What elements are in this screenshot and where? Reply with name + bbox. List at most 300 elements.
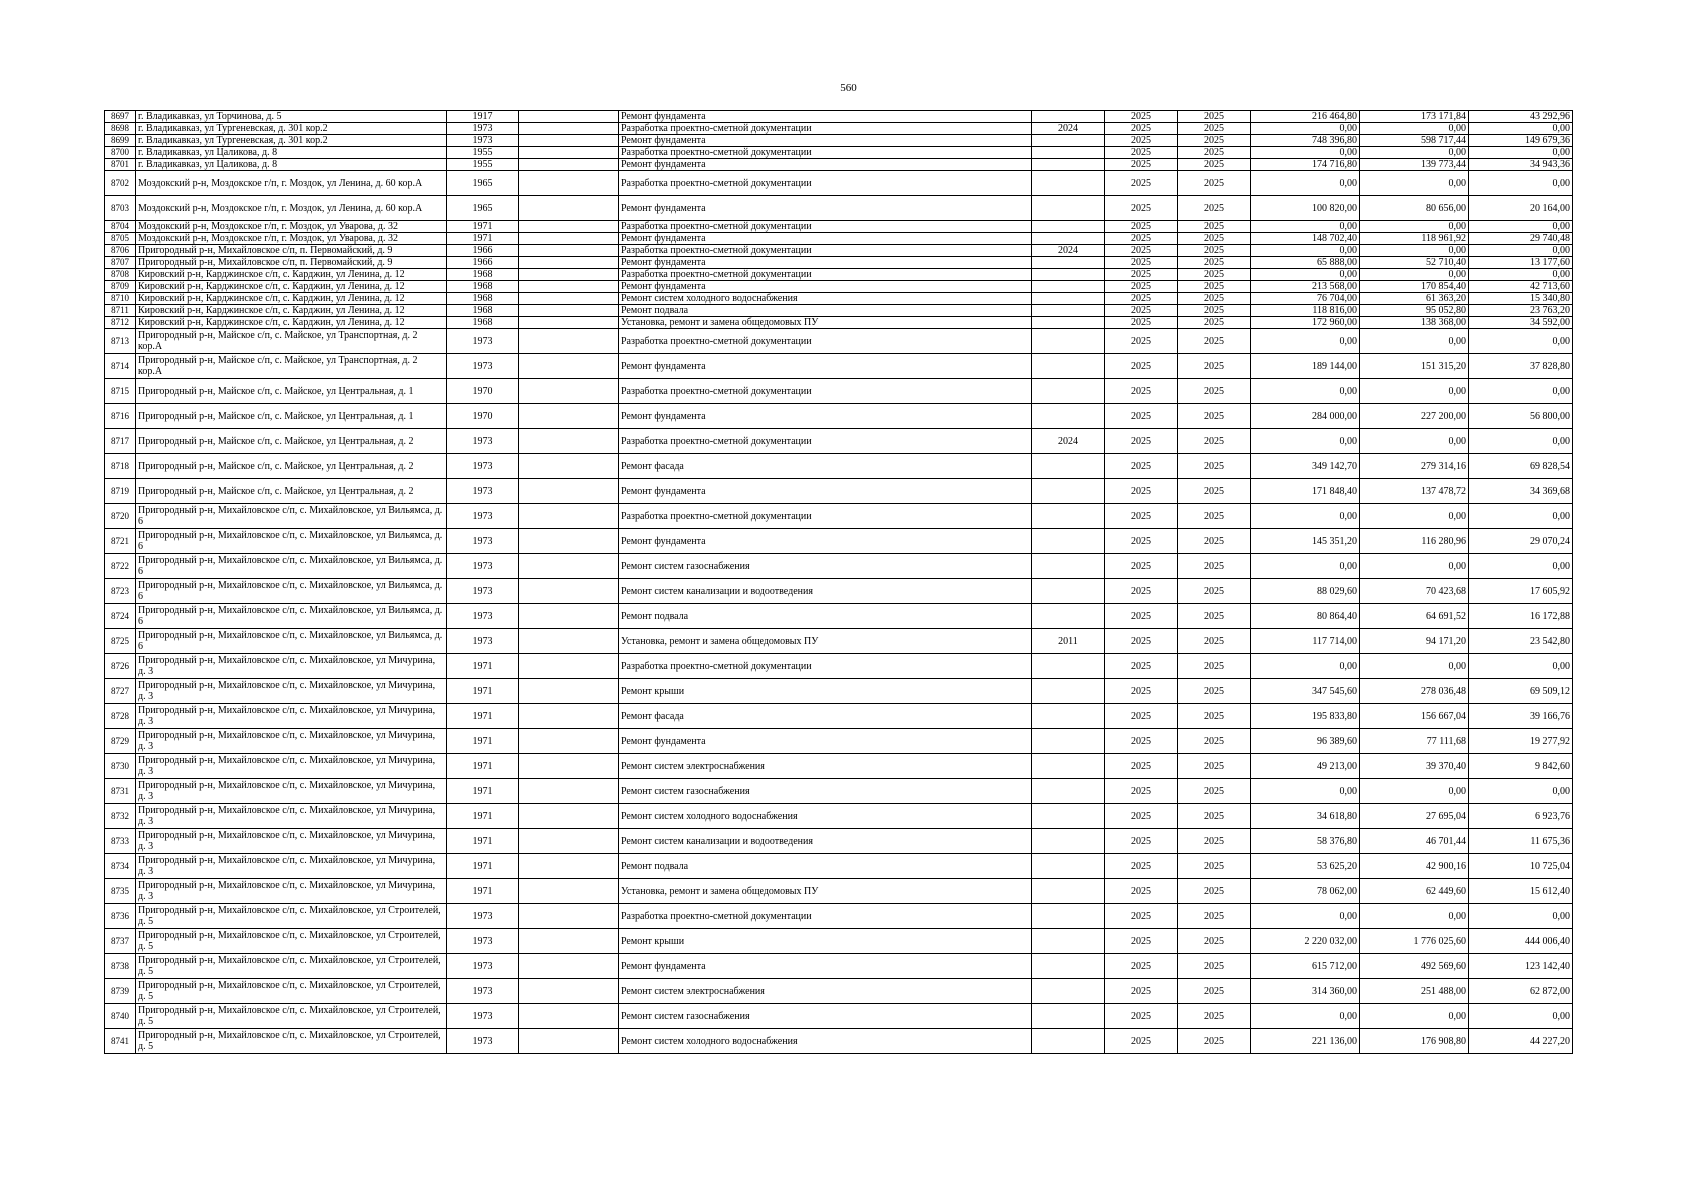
- row-number: 8718: [105, 454, 136, 479]
- row-number: 8740: [105, 1004, 136, 1029]
- total-cost-cell: 0,00: [1251, 1004, 1360, 1029]
- total-cost-cell: 88 029,60: [1251, 579, 1360, 604]
- fund-cost-cell: 0,00: [1360, 554, 1469, 579]
- fund-cost-cell: 27 695,04: [1360, 804, 1469, 829]
- empty-cell: [519, 245, 619, 257]
- plan-end-cell: 2025: [1178, 429, 1251, 454]
- table-row: [105, 281, 1573, 293]
- build-year-cell: 1968: [447, 281, 519, 293]
- owner-cost-cell: 29 070,24: [1469, 529, 1573, 554]
- plan-start-cell: 2025: [1105, 904, 1178, 929]
- prev-year-cell: [1032, 829, 1105, 854]
- plan-end-cell: 2025: [1178, 111, 1251, 123]
- total-cost-cell: 0,00: [1251, 329, 1360, 354]
- fund-cost-cell: 70 423,68: [1360, 579, 1469, 604]
- owner-cost-cell: 123 142,40: [1469, 954, 1573, 979]
- plan-start-cell: 2025: [1105, 854, 1178, 879]
- build-year-cell: 1968: [447, 305, 519, 317]
- fund-cost-cell: 0,00: [1360, 245, 1469, 257]
- address-cell: Пригородный р-н, Михайловское с/п, с. Михайловское, ул Мичурина, д. 3: [136, 729, 447, 754]
- total-cost-cell: 96 389,60: [1251, 729, 1360, 754]
- empty-cell: [519, 979, 619, 1004]
- address-cell: г. Владикавказ, ул Цаликова, д. 8: [136, 147, 447, 159]
- prev-year-cell: [1032, 354, 1105, 379]
- total-cost-cell: 195 833,80: [1251, 704, 1360, 729]
- owner-cost-cell: 0,00: [1469, 221, 1573, 233]
- work-type-cell: Ремонт систем холодного водоснабжения: [619, 293, 1032, 305]
- build-year-cell: 1966: [447, 257, 519, 269]
- build-year-cell: 1973: [447, 429, 519, 454]
- table-row: [105, 954, 1573, 979]
- total-cost-cell: 58 376,80: [1251, 829, 1360, 854]
- fund-cost-cell: 138 368,00: [1360, 317, 1469, 329]
- row-number: 8719: [105, 479, 136, 504]
- total-cost-cell: 174 716,80: [1251, 159, 1360, 171]
- work-type-cell: Разработка проектно-сметной документации: [619, 429, 1032, 454]
- fund-cost-cell: 279 314,16: [1360, 454, 1469, 479]
- work-type-cell: Ремонт систем электроснабжения: [619, 979, 1032, 1004]
- fund-cost-cell: 170 854,40: [1360, 281, 1469, 293]
- owner-cost-cell: 149 679,36: [1469, 135, 1573, 147]
- plan-end-cell: 2025: [1178, 679, 1251, 704]
- build-year-cell: 1973: [447, 979, 519, 1004]
- plan-start-cell: 2025: [1105, 379, 1178, 404]
- plan-end-cell: 2025: [1178, 954, 1251, 979]
- total-cost-cell: 118 816,00: [1251, 305, 1360, 317]
- owner-cost-cell: 17 605,92: [1469, 579, 1573, 604]
- table-row: [105, 171, 1573, 196]
- plan-start-cell: 2025: [1105, 317, 1178, 329]
- table-row: [105, 159, 1573, 171]
- row-number: 8734: [105, 854, 136, 879]
- plan-end-cell: 2025: [1178, 479, 1251, 504]
- total-cost-cell: 0,00: [1251, 779, 1360, 804]
- empty-cell: [519, 454, 619, 479]
- table-row: [105, 779, 1573, 804]
- plan-start-cell: 2025: [1105, 954, 1178, 979]
- prev-year-cell: [1032, 654, 1105, 679]
- prev-year-cell: [1032, 729, 1105, 754]
- plan-start-cell: 2025: [1105, 504, 1178, 529]
- work-type-cell: Установка, ремонт и замена общедомовых ПУ: [619, 879, 1032, 904]
- address-cell: Моздокский р-н, Моздокское г/п, г. Моздок, ул Уварова, д. 32: [136, 221, 447, 233]
- row-number: 8727: [105, 679, 136, 704]
- total-cost-cell: 0,00: [1251, 904, 1360, 929]
- prev-year-cell: [1032, 329, 1105, 354]
- build-year-cell: 1955: [447, 159, 519, 171]
- build-year-cell: 1973: [447, 123, 519, 135]
- work-type-cell: Ремонт крыши: [619, 929, 1032, 954]
- address-cell: Пригородный р-н, Майское с/п, с. Майское, ул Центральная, д. 2: [136, 429, 447, 454]
- total-cost-cell: 349 142,70: [1251, 454, 1360, 479]
- plan-end-cell: 2025: [1178, 979, 1251, 1004]
- prev-year-cell: [1032, 159, 1105, 171]
- row-number: 8714: [105, 354, 136, 379]
- plan-end-cell: 2025: [1178, 879, 1251, 904]
- total-cost-cell: 0,00: [1251, 269, 1360, 281]
- total-cost-cell: 748 396,80: [1251, 135, 1360, 147]
- fund-cost-cell: 52 710,40: [1360, 257, 1469, 269]
- fund-cost-cell: 95 052,80: [1360, 305, 1469, 317]
- build-year-cell: 1970: [447, 404, 519, 429]
- work-type-cell: Ремонт фундамента: [619, 233, 1032, 245]
- fund-cost-cell: 492 569,60: [1360, 954, 1469, 979]
- plan-start-cell: 2025: [1105, 729, 1178, 754]
- owner-cost-cell: 0,00: [1469, 504, 1573, 529]
- fund-cost-cell: 0,00: [1360, 171, 1469, 196]
- empty-cell: [519, 281, 619, 293]
- prev-year-cell: [1032, 779, 1105, 804]
- prev-year-cell: [1032, 281, 1105, 293]
- work-type-cell: Разработка проектно-сметной документации: [619, 245, 1032, 257]
- work-type-cell: Ремонт фундамента: [619, 529, 1032, 554]
- address-cell: г. Владикавказ, ул Тургеневская, д. 301 кор.2: [136, 123, 447, 135]
- address-cell: Моздокский р-н, Моздокское г/п, г. Моздок, ул Ленина, д. 60 кор.А: [136, 196, 447, 221]
- fund-cost-cell: 1 776 025,60: [1360, 929, 1469, 954]
- empty-cell: [519, 504, 619, 529]
- row-number: 8700: [105, 147, 136, 159]
- build-year-cell: 1973: [447, 1029, 519, 1054]
- owner-cost-cell: 39 166,76: [1469, 704, 1573, 729]
- empty-cell: [519, 754, 619, 779]
- empty-cell: [519, 679, 619, 704]
- fund-cost-cell: 0,00: [1360, 1004, 1469, 1029]
- owner-cost-cell: 69 509,12: [1469, 679, 1573, 704]
- total-cost-cell: 0,00: [1251, 147, 1360, 159]
- fund-cost-cell: 0,00: [1360, 904, 1469, 929]
- row-number: 8725: [105, 629, 136, 654]
- plan-start-cell: 2025: [1105, 929, 1178, 954]
- table-row: [105, 879, 1573, 904]
- build-year-cell: 1971: [447, 829, 519, 854]
- empty-cell: [519, 305, 619, 317]
- table-row: [105, 854, 1573, 879]
- work-type-cell: Ремонт систем холодного водоснабжения: [619, 1029, 1032, 1054]
- address-cell: Пригородный р-н, Майское с/п, с. Майское, ул Транспортная, д. 2 кор.А: [136, 329, 447, 354]
- plan-start-cell: 2025: [1105, 804, 1178, 829]
- fund-cost-cell: 0,00: [1360, 654, 1469, 679]
- owner-cost-cell: 444 006,40: [1469, 929, 1573, 954]
- address-cell: Кировский р-н, Карджинское с/п, с. Карджин, ул Ленина, д. 12: [136, 281, 447, 293]
- address-cell: г. Владикавказ, ул Цаликова, д. 8: [136, 159, 447, 171]
- prev-year-cell: [1032, 196, 1105, 221]
- owner-cost-cell: 56 800,00: [1469, 404, 1573, 429]
- address-cell: Моздокский р-н, Моздокское г/п, г. Моздок, ул Уварова, д. 32: [136, 233, 447, 245]
- empty-cell: [519, 829, 619, 854]
- empty-cell: [519, 354, 619, 379]
- work-type-cell: Ремонт фундамента: [619, 159, 1032, 171]
- build-year-cell: 1973: [447, 479, 519, 504]
- total-cost-cell: 0,00: [1251, 554, 1360, 579]
- work-type-cell: Ремонт систем газоснабжения: [619, 779, 1032, 804]
- table-body: [105, 111, 1573, 1054]
- total-cost-cell: 0,00: [1251, 504, 1360, 529]
- table-row: [105, 111, 1573, 123]
- row-number: 8726: [105, 654, 136, 679]
- table-row: [105, 147, 1573, 159]
- empty-cell: [519, 111, 619, 123]
- fund-cost-cell: 62 449,60: [1360, 879, 1469, 904]
- total-cost-cell: 49 213,00: [1251, 754, 1360, 779]
- plan-end-cell: 2025: [1178, 159, 1251, 171]
- fund-cost-cell: 176 908,80: [1360, 1029, 1469, 1054]
- row-number: 8729: [105, 729, 136, 754]
- work-type-cell: Ремонт фундамента: [619, 196, 1032, 221]
- total-cost-cell: 65 888,00: [1251, 257, 1360, 269]
- empty-cell: [519, 171, 619, 196]
- owner-cost-cell: 11 675,36: [1469, 829, 1573, 854]
- row-number: 8724: [105, 604, 136, 629]
- build-year-cell: 1971: [447, 221, 519, 233]
- plan-start-cell: 2025: [1105, 147, 1178, 159]
- build-year-cell: 1971: [447, 754, 519, 779]
- empty-cell: [519, 135, 619, 147]
- plan-end-cell: 2025: [1178, 233, 1251, 245]
- row-number: 8739: [105, 979, 136, 1004]
- owner-cost-cell: 62 872,00: [1469, 979, 1573, 1004]
- plan-start-cell: 2025: [1105, 454, 1178, 479]
- plan-end-cell: 2025: [1178, 196, 1251, 221]
- row-number: 8712: [105, 317, 136, 329]
- total-cost-cell: 53 625,20: [1251, 854, 1360, 879]
- empty-cell: [519, 221, 619, 233]
- plan-end-cell: 2025: [1178, 904, 1251, 929]
- table-row: [105, 1004, 1573, 1029]
- total-cost-cell: 189 144,00: [1251, 354, 1360, 379]
- empty-cell: [519, 954, 619, 979]
- address-cell: Пригородный р-н, Михайловское с/п, с. Михайловское, ул Мичурина, д. 3: [136, 804, 447, 829]
- owner-cost-cell: 0,00: [1469, 329, 1573, 354]
- table-row: [105, 904, 1573, 929]
- build-year-cell: 1973: [447, 454, 519, 479]
- empty-cell: [519, 147, 619, 159]
- empty-cell: [519, 379, 619, 404]
- empty-cell: [519, 604, 619, 629]
- build-year-cell: 1971: [447, 854, 519, 879]
- build-year-cell: 1973: [447, 554, 519, 579]
- prev-year-cell: [1032, 579, 1105, 604]
- build-year-cell: 1971: [447, 779, 519, 804]
- fund-cost-cell: 116 280,96: [1360, 529, 1469, 554]
- table-row: [105, 379, 1573, 404]
- row-number: 8707: [105, 257, 136, 269]
- address-cell: Пригородный р-н, Михайловское с/п, с. Михайловское, ул Мичурина, д. 3: [136, 754, 447, 779]
- plan-start-cell: 2025: [1105, 135, 1178, 147]
- table-row: [105, 429, 1573, 454]
- empty-cell: [519, 904, 619, 929]
- prev-year-cell: 2011: [1032, 629, 1105, 654]
- table-row: [105, 554, 1573, 579]
- work-type-cell: Разработка проектно-сметной документации: [619, 221, 1032, 233]
- row-number: 8697: [105, 111, 136, 123]
- owner-cost-cell: 16 172,88: [1469, 604, 1573, 629]
- build-year-cell: 1955: [447, 147, 519, 159]
- build-year-cell: 1968: [447, 317, 519, 329]
- total-cost-cell: 76 704,00: [1251, 293, 1360, 305]
- row-number: 8705: [105, 233, 136, 245]
- fund-cost-cell: 278 036,48: [1360, 679, 1469, 704]
- fund-cost-cell: 0,00: [1360, 269, 1469, 281]
- plan-end-cell: 2025: [1178, 305, 1251, 317]
- empty-cell: [519, 159, 619, 171]
- address-cell: Пригородный р-н, Майское с/п, с. Майское, ул Центральная, д. 1: [136, 379, 447, 404]
- plan-start-cell: 2025: [1105, 354, 1178, 379]
- owner-cost-cell: 23 542,80: [1469, 629, 1573, 654]
- table-row: [105, 479, 1573, 504]
- owner-cost-cell: 10 725,04: [1469, 854, 1573, 879]
- plan-start-cell: 2025: [1105, 629, 1178, 654]
- row-number: 8710: [105, 293, 136, 305]
- plan-end-cell: 2025: [1178, 554, 1251, 579]
- empty-cell: [519, 404, 619, 429]
- total-cost-cell: 78 062,00: [1251, 879, 1360, 904]
- table-row: [105, 135, 1573, 147]
- plan-end-cell: 2025: [1178, 257, 1251, 269]
- table-row: [105, 704, 1573, 729]
- table-row: [105, 629, 1573, 654]
- row-number: 8736: [105, 904, 136, 929]
- prev-year-cell: [1032, 879, 1105, 904]
- total-cost-cell: 0,00: [1251, 123, 1360, 135]
- plan-start-cell: 2025: [1105, 329, 1178, 354]
- plan-end-cell: 2025: [1178, 245, 1251, 257]
- plan-end-cell: 2025: [1178, 704, 1251, 729]
- fund-cost-cell: 0,00: [1360, 504, 1469, 529]
- plan-end-cell: 2025: [1178, 171, 1251, 196]
- owner-cost-cell: 0,00: [1469, 554, 1573, 579]
- row-number: 8702: [105, 171, 136, 196]
- build-year-cell: 1971: [447, 233, 519, 245]
- page-number: 560: [840, 82, 857, 94]
- table-row: [105, 804, 1573, 829]
- fund-cost-cell: 137 478,72: [1360, 479, 1469, 504]
- table-row: [105, 329, 1573, 354]
- empty-cell: [519, 257, 619, 269]
- row-number: 8708: [105, 269, 136, 281]
- work-type-cell: Установка, ремонт и замена общедомовых ПУ: [619, 629, 1032, 654]
- row-number: 8699: [105, 135, 136, 147]
- total-cost-cell: 0,00: [1251, 654, 1360, 679]
- build-year-cell: 1971: [447, 654, 519, 679]
- empty-cell: [519, 654, 619, 679]
- plan-start-cell: 2025: [1105, 293, 1178, 305]
- owner-cost-cell: 0,00: [1469, 779, 1573, 804]
- row-number: 8703: [105, 196, 136, 221]
- prev-year-cell: [1032, 1004, 1105, 1029]
- empty-cell: [519, 1004, 619, 1029]
- table-row: [105, 269, 1573, 281]
- prev-year-cell: 2024: [1032, 245, 1105, 257]
- work-type-cell: Ремонт фундамента: [619, 954, 1032, 979]
- plan-start-cell: 2025: [1105, 269, 1178, 281]
- total-cost-cell: 34 618,80: [1251, 804, 1360, 829]
- build-year-cell: 1973: [447, 604, 519, 629]
- empty-cell: [519, 269, 619, 281]
- fund-cost-cell: 139 773,44: [1360, 159, 1469, 171]
- total-cost-cell: 2 220 032,00: [1251, 929, 1360, 954]
- fund-cost-cell: 77 111,68: [1360, 729, 1469, 754]
- address-cell: Пригородный р-н, Михайловское с/п, п. Первомайский, д. 9: [136, 245, 447, 257]
- prev-year-cell: [1032, 554, 1105, 579]
- plan-end-cell: 2025: [1178, 404, 1251, 429]
- prev-year-cell: [1032, 269, 1105, 281]
- plan-start-cell: 2025: [1105, 171, 1178, 196]
- table-row: [105, 604, 1573, 629]
- prev-year-cell: [1032, 804, 1105, 829]
- empty-cell: [519, 554, 619, 579]
- empty-cell: [519, 704, 619, 729]
- build-year-cell: 1973: [447, 529, 519, 554]
- address-cell: Пригородный р-н, Михайловское с/п, с. Михайловское, ул Вильямса, д. 6: [136, 529, 447, 554]
- prev-year-cell: 2024: [1032, 123, 1105, 135]
- owner-cost-cell: 0,00: [1469, 1004, 1573, 1029]
- fund-cost-cell: 0,00: [1360, 379, 1469, 404]
- prev-year-cell: [1032, 111, 1105, 123]
- plan-end-cell: 2025: [1178, 1029, 1251, 1054]
- empty-cell: [519, 429, 619, 454]
- build-year-cell: 1973: [447, 929, 519, 954]
- work-type-cell: Ремонт систем газоснабжения: [619, 1004, 1032, 1029]
- owner-cost-cell: 34 943,36: [1469, 159, 1573, 171]
- fund-cost-cell: 0,00: [1360, 429, 1469, 454]
- row-number: 8735: [105, 879, 136, 904]
- owner-cost-cell: 15 612,40: [1469, 879, 1573, 904]
- work-type-cell: Разработка проектно-сметной документации: [619, 504, 1032, 529]
- build-year-cell: 1973: [447, 629, 519, 654]
- address-cell: Пригородный р-н, Михайловское с/п, с. Михайловское, ул Вильямса, д. 6: [136, 504, 447, 529]
- plan-end-cell: 2025: [1178, 929, 1251, 954]
- total-cost-cell: 171 848,40: [1251, 479, 1360, 504]
- fund-cost-cell: 598 717,44: [1360, 135, 1469, 147]
- build-year-cell: 1973: [447, 354, 519, 379]
- prev-year-cell: [1032, 679, 1105, 704]
- work-type-cell: Разработка проектно-сметной документации: [619, 379, 1032, 404]
- owner-cost-cell: 44 227,20: [1469, 1029, 1573, 1054]
- row-number: 8709: [105, 281, 136, 293]
- prev-year-cell: [1032, 604, 1105, 629]
- plan-start-cell: 2025: [1105, 604, 1178, 629]
- address-cell: Моздокский р-н, Моздокское г/п, г. Моздок, ул Ленина, д. 60 кор.А: [136, 171, 447, 196]
- build-year-cell: 1973: [447, 135, 519, 147]
- empty-cell: [519, 233, 619, 245]
- plan-end-cell: 2025: [1178, 281, 1251, 293]
- table-row: [105, 123, 1573, 135]
- build-year-cell: 1971: [447, 704, 519, 729]
- total-cost-cell: 615 712,00: [1251, 954, 1360, 979]
- work-type-cell: Ремонт фасада: [619, 454, 1032, 479]
- build-year-cell: 1917: [447, 111, 519, 123]
- build-year-cell: 1971: [447, 804, 519, 829]
- fund-cost-cell: 0,00: [1360, 147, 1469, 159]
- total-cost-cell: 117 714,00: [1251, 629, 1360, 654]
- empty-cell: [519, 529, 619, 554]
- plan-start-cell: 2025: [1105, 123, 1178, 135]
- total-cost-cell: 216 464,80: [1251, 111, 1360, 123]
- plan-end-cell: 2025: [1178, 579, 1251, 604]
- plan-start-cell: 2025: [1105, 429, 1178, 454]
- plan-end-cell: 2025: [1178, 123, 1251, 135]
- plan-end-cell: 2025: [1178, 504, 1251, 529]
- table-row: [105, 233, 1573, 245]
- work-type-cell: Разработка проектно-сметной документации: [619, 329, 1032, 354]
- address-cell: Пригородный р-н, Майское с/п, с. Майское, ул Центральная, д. 1: [136, 404, 447, 429]
- plan-end-cell: 2025: [1178, 147, 1251, 159]
- empty-cell: [519, 879, 619, 904]
- total-cost-cell: 80 864,40: [1251, 604, 1360, 629]
- row-number: 8717: [105, 429, 136, 454]
- work-type-cell: Разработка проектно-сметной документации: [619, 654, 1032, 679]
- build-year-cell: 1965: [447, 171, 519, 196]
